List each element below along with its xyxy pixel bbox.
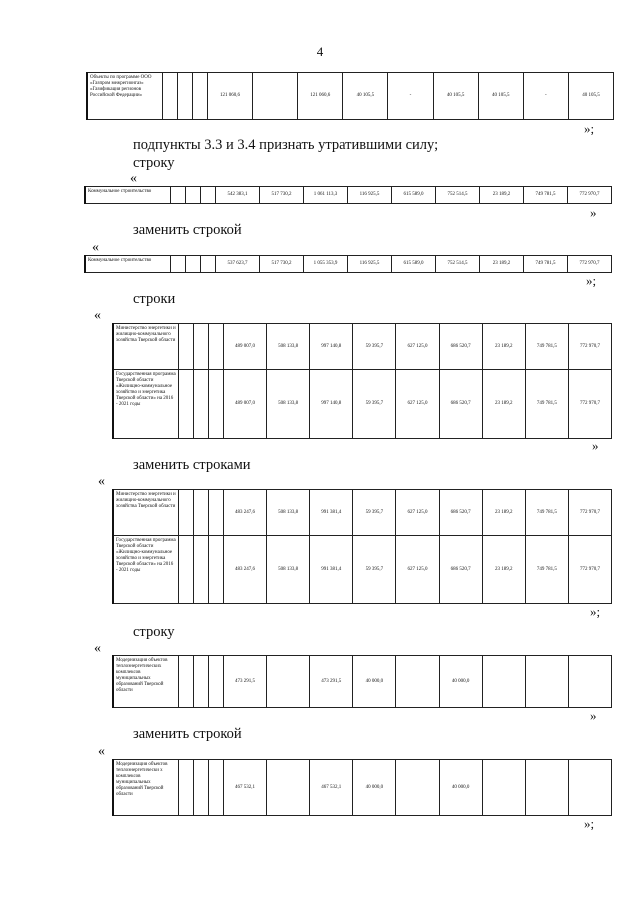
table-modernization-old bbox=[112, 655, 612, 708]
empty-cell bbox=[179, 370, 194, 439]
value-cell: 23 189,2 bbox=[482, 536, 525, 604]
value-cell: 997 140,8 bbox=[310, 370, 353, 439]
closing-quote: » bbox=[590, 708, 597, 723]
value-cell: 772 970,7 bbox=[568, 536, 611, 604]
value-cell: 23 189,2 bbox=[480, 187, 524, 204]
value-cell: 473 291,5 bbox=[310, 656, 353, 708]
value-cell: 40 105,5 bbox=[433, 73, 478, 120]
empty-cell bbox=[194, 536, 209, 604]
table-row bbox=[113, 536, 612, 604]
value-cell: 686 520,7 bbox=[439, 536, 482, 604]
empty-cell bbox=[194, 324, 209, 370]
opening-quote: « bbox=[130, 171, 137, 186]
replace-with-line-text: заменить строкой bbox=[133, 222, 242, 238]
value-cell: 23 189,2 bbox=[480, 256, 524, 273]
empty-cell bbox=[179, 656, 194, 708]
row-name: Коммунальное строительство bbox=[85, 187, 171, 204]
value-cell bbox=[267, 760, 310, 816]
invalidate-text: подпункты 3.3 и 3.4 признать утратившими силу; bbox=[133, 137, 439, 153]
closing-quote: » bbox=[590, 205, 597, 220]
empty-cell bbox=[179, 760, 194, 816]
value-cell: 23 189,2 bbox=[482, 324, 525, 370]
table-communal-old bbox=[84, 186, 612, 204]
replace-with-line-text: заменить строкой bbox=[133, 726, 242, 742]
value-cell: 517 730,2 bbox=[260, 187, 304, 204]
table-row bbox=[113, 760, 612, 816]
empty-cell bbox=[209, 536, 224, 604]
value-cell: 686 520,7 bbox=[439, 370, 482, 439]
value-cell: 772 970,7 bbox=[568, 256, 612, 273]
value-cell: 615 589,0 bbox=[392, 187, 436, 204]
value-cell: 40 105,5 bbox=[343, 73, 388, 120]
closing-quote: » bbox=[592, 438, 599, 453]
empty-cell bbox=[194, 656, 209, 708]
lines-plural-text: строки bbox=[133, 291, 176, 307]
empty-cell bbox=[179, 490, 194, 536]
empty-cell bbox=[209, 760, 224, 816]
value-cell bbox=[482, 760, 525, 816]
value-cell: 537 623,7 bbox=[216, 256, 260, 273]
row-name: Коммунальное строительство bbox=[85, 256, 171, 273]
table-row bbox=[113, 324, 612, 370]
value-cell: 752 514,5 bbox=[436, 256, 480, 273]
table-row bbox=[113, 656, 612, 708]
closing-quote: »; bbox=[584, 816, 595, 831]
table-row bbox=[85, 187, 612, 204]
value-cell: 467 532,1 bbox=[310, 760, 353, 816]
empty-cell bbox=[194, 370, 209, 439]
opening-quote: « bbox=[98, 474, 105, 489]
value-cell: 627 125,0 bbox=[396, 536, 439, 604]
value-cell: 508 133,8 bbox=[267, 324, 310, 370]
value-cell: 772 970,7 bbox=[568, 370, 611, 439]
empty-cell bbox=[201, 256, 216, 273]
value-cell: 59 395,7 bbox=[353, 490, 396, 536]
value-cell: 752 514,5 bbox=[436, 187, 480, 204]
row-name: Модернизация объектов теплоэнергетических комплексов муниципальных образований Тверской области bbox=[113, 656, 179, 708]
value-cell: 508 133,8 bbox=[267, 490, 310, 536]
empty-cell bbox=[194, 760, 209, 816]
value-cell: 40 000,0 bbox=[353, 760, 396, 816]
value-cell: 116 925,5 bbox=[348, 187, 392, 204]
empty-cell bbox=[171, 187, 186, 204]
value-cell: 686 520,7 bbox=[439, 490, 482, 536]
value-cell: 686 520,7 bbox=[439, 324, 482, 370]
value-cell: 59 395,7 bbox=[353, 536, 396, 604]
empty-cell bbox=[193, 73, 208, 120]
value-cell: 615 589,0 bbox=[392, 256, 436, 273]
value-cell: 508 133,8 bbox=[267, 370, 310, 439]
row-name: Государственная программа Тверской области «Жилищно-коммунальное хозяйство и энергетика Тверской области» на 2016 - 2021 годы bbox=[113, 536, 179, 604]
value-cell: 40 000,0 bbox=[439, 656, 482, 708]
empty-cell bbox=[209, 656, 224, 708]
value-cell: 1 055 353,9 bbox=[304, 256, 348, 273]
value-cell bbox=[525, 760, 568, 816]
value-cell: 121 060,6 bbox=[298, 73, 343, 120]
value-cell: 40 105,5 bbox=[568, 73, 613, 120]
closing-quote: »; bbox=[584, 121, 595, 136]
table-row bbox=[113, 370, 612, 439]
value-cell: 997 140,8 bbox=[310, 324, 353, 370]
empty-cell bbox=[194, 490, 209, 536]
table-communal-new bbox=[84, 255, 612, 273]
opening-quote: « bbox=[94, 641, 101, 656]
value-cell bbox=[267, 656, 310, 708]
value-cell: 483 247,6 bbox=[224, 536, 267, 604]
table-ministry-new bbox=[112, 489, 612, 604]
value-cell: 467 532,1 bbox=[224, 760, 267, 816]
empty-cell bbox=[163, 73, 178, 120]
value-cell: 40 000,0 bbox=[353, 656, 396, 708]
line-singular-text: строку bbox=[133, 624, 175, 640]
value-cell: 483 247,6 bbox=[224, 490, 267, 536]
value-cell: 116 925,5 bbox=[348, 256, 392, 273]
closing-quote: »; bbox=[586, 273, 597, 288]
value-cell: - bbox=[388, 73, 433, 120]
empty-cell bbox=[178, 73, 193, 120]
value-cell: 749 781,5 bbox=[525, 324, 568, 370]
value-cell bbox=[568, 760, 611, 816]
value-cell: - bbox=[523, 73, 568, 120]
table-gazprom-objects bbox=[86, 72, 614, 120]
value-cell: 40 000,0 bbox=[439, 760, 482, 816]
value-cell: 749 781,5 bbox=[525, 490, 568, 536]
row-name: Министерство энергетики и жилищно-коммунального хозяйства Тверской области bbox=[113, 490, 179, 536]
value-cell: 749 781,5 bbox=[525, 370, 568, 439]
value-cell bbox=[525, 656, 568, 708]
value-cell: 489 007,0 bbox=[224, 324, 267, 370]
value-cell: 40 105,5 bbox=[478, 73, 523, 120]
value-cell: 749 781,5 bbox=[525, 536, 568, 604]
empty-cell bbox=[186, 187, 201, 204]
value-cell: 23 189,2 bbox=[482, 370, 525, 439]
closing-quote: »; bbox=[590, 604, 601, 619]
value-cell: 627 125,0 bbox=[396, 324, 439, 370]
empty-cell bbox=[209, 324, 224, 370]
value-cell: 1 061 113,3 bbox=[304, 187, 348, 204]
table-row bbox=[113, 490, 612, 536]
empty-cell bbox=[186, 256, 201, 273]
value-cell bbox=[482, 656, 525, 708]
value-cell: 542 383,1 bbox=[216, 187, 260, 204]
empty-cell bbox=[171, 256, 186, 273]
empty-cell bbox=[179, 324, 194, 370]
value-cell: 23 189,2 bbox=[482, 490, 525, 536]
value-cell: 772 970,7 bbox=[568, 490, 611, 536]
value-cell: 121 060,6 bbox=[208, 73, 253, 120]
row-name: Объекты по программе ООО «Газпром межрегионгаз» «Газификация регионов Российской Федерации» bbox=[87, 73, 163, 120]
value-cell: 991 381,4 bbox=[310, 490, 353, 536]
value-cell bbox=[253, 73, 298, 120]
value-cell: 772 970,7 bbox=[568, 187, 612, 204]
value-cell bbox=[396, 760, 439, 816]
row-name: Модернизация объектов теплоэнергетически х комплексов муниципальных образований Тверской области bbox=[113, 760, 179, 816]
value-cell: 508 133,8 bbox=[267, 536, 310, 604]
table-ministry-old bbox=[112, 323, 612, 439]
value-cell: 749 781,5 bbox=[524, 187, 568, 204]
row-name: Министерство энергетики и жилищно-коммунального хозяйства Тверской области bbox=[113, 324, 179, 370]
page-number: 4 bbox=[316, 44, 324, 59]
table-row bbox=[87, 73, 614, 120]
value-cell: 627 125,0 bbox=[396, 490, 439, 536]
table-modernization-new bbox=[112, 759, 612, 816]
value-cell: 59 395,7 bbox=[353, 324, 396, 370]
replace-with-lines-text: заменить строками bbox=[133, 457, 251, 473]
value-cell bbox=[568, 656, 611, 708]
empty-cell bbox=[201, 187, 216, 204]
empty-cell bbox=[179, 536, 194, 604]
opening-quote: « bbox=[98, 744, 105, 759]
value-cell: 749 781,5 bbox=[524, 256, 568, 273]
empty-cell bbox=[209, 370, 224, 439]
value-cell: 473 291,5 bbox=[224, 656, 267, 708]
value-cell: 627 125,0 bbox=[396, 370, 439, 439]
value-cell: 991 381,4 bbox=[310, 536, 353, 604]
value-cell: 59 395,7 bbox=[353, 370, 396, 439]
value-cell: 517 730,2 bbox=[260, 256, 304, 273]
value-cell: 489 007,0 bbox=[224, 370, 267, 439]
row-name: Государственная программа Тверской области «Жилищно-коммунальное хозяйство и энергетика Тверской области» на 2016 - 2021 годы bbox=[113, 370, 179, 439]
empty-cell bbox=[209, 490, 224, 536]
value-cell: 772 970,7 bbox=[568, 324, 611, 370]
value-cell bbox=[396, 656, 439, 708]
table-row bbox=[85, 256, 612, 273]
opening-quote: « bbox=[94, 308, 101, 323]
opening-quote: « bbox=[92, 240, 99, 255]
line-singular-text: строку bbox=[133, 155, 175, 171]
